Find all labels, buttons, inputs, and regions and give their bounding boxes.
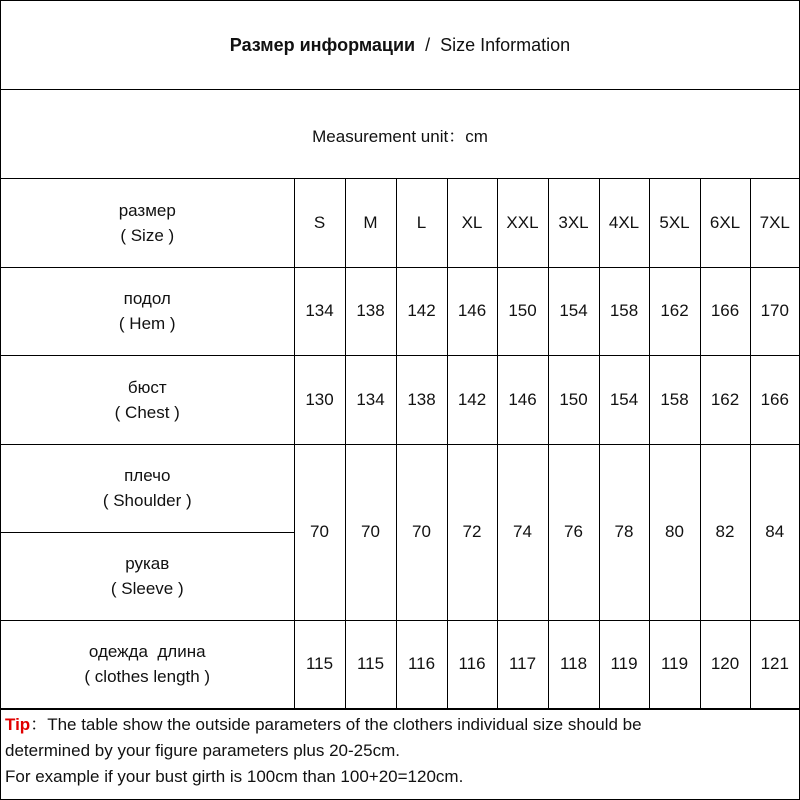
chest-row [1,355,799,444]
tip-text-1: The table show the outside parameters of the clothers individual size should be [47,714,642,734]
shoulder-sleeve-value: 74 [497,444,548,620]
chest-value: 138 [396,355,447,444]
size-cell: 4XL [599,179,649,267]
title-english: Size Information [440,34,571,55]
chest-value: 162 [700,355,750,444]
size-label-ru: размер [118,200,176,220]
size-row [1,179,799,267]
hem-value: 150 [497,267,548,355]
length-label [1,620,294,708]
shoulder-sleeve-value: 70 [345,444,396,620]
hem-value: 170 [750,267,799,355]
hem-value: 166 [700,267,750,355]
hem-row [1,267,799,355]
chest-value: 130 [294,355,345,444]
sleeve-label-ru: рукав [125,554,170,573]
hem-label-en: ( Hem ) [118,314,176,333]
chest-value: 166 [750,355,799,444]
size-cell: L [396,179,447,267]
size-label-en: ( Size ) [120,225,175,245]
length-value: 116 [396,620,447,708]
sleeve-label [1,532,294,620]
size-cell: 3XL [548,179,599,267]
hem-value: 162 [649,267,700,355]
hem-value: 134 [294,267,345,355]
hem-value: 158 [599,267,649,355]
chest-value: 150 [548,355,599,444]
title-russian: Размер информации [229,34,416,55]
size-label [1,179,294,267]
shoulder-label-en: ( Shoulder ) [102,491,192,510]
size-cell: 5XL [649,179,700,267]
shoulder-label-ru: плечо [124,466,171,485]
title-separator: / [425,34,431,55]
hem-value: 146 [447,267,497,355]
length-value: 121 [750,620,799,708]
tip-colon: ： [30,714,48,734]
chest-label-ru: бюст [127,377,167,397]
shoulder-sleeve-value: 70 [396,444,447,620]
page-title [1,1,799,90]
chest-value: 154 [599,355,649,444]
length-value: 119 [649,620,700,708]
shoulder-row [1,444,799,532]
length-row [1,620,799,708]
hem-label [1,267,294,355]
shoulder-sleeve-value: 78 [599,444,649,620]
tip-label: Tip [5,714,31,734]
length-value: 118 [548,620,599,708]
shoulder-sleeve-value: 70 [294,444,345,620]
shoulder-sleeve-value: 76 [548,444,599,620]
measurement-unit: Measurement unit：cm [1,90,799,179]
hem-value: 154 [548,267,599,355]
hem-value: 142 [396,267,447,355]
size-cell: XL [447,179,497,267]
chest-value: 142 [447,355,497,444]
size-cell: 6XL [700,179,750,267]
length-value: 117 [497,620,548,708]
shoulder-sleeve-value: 80 [649,444,700,620]
chest-value: 146 [497,355,548,444]
chest-value: 158 [649,355,700,444]
tip-line-1 [5,712,795,738]
size-table [1,179,799,709]
length-value: 120 [700,620,750,708]
shoulder-sleeve-value: 82 [700,444,750,620]
size-cell: M [345,179,396,267]
sleeve-label-en: ( Sleeve ) [110,579,184,598]
hem-label-ru: подол [123,289,171,308]
chest-value: 134 [345,355,396,444]
length-value: 115 [294,620,345,708]
length-value: 116 [447,620,497,708]
size-cell: XXL [497,179,548,267]
length-label-en: ( clothes length ) [84,667,211,686]
shoulder-label [1,444,294,532]
chest-label [1,355,294,444]
tip-note [1,709,799,790]
size-cell: 7XL [750,179,799,267]
shoulder-sleeve-value: 72 [447,444,497,620]
size-cell: S [294,179,345,267]
length-label-ru: одежда длина [88,642,206,661]
tip-line-2: determined by your figure parameters plus 20-25cm. [5,740,400,760]
length-value: 119 [599,620,649,708]
tip-line-3: For example if your bust girth is 100cm than 100+20=120cm. [5,766,464,786]
shoulder-sleeve-value: 84 [750,444,799,620]
hem-value: 138 [345,267,396,355]
length-value: 115 [345,620,396,708]
chest-label-en: ( Chest ) [114,402,180,422]
